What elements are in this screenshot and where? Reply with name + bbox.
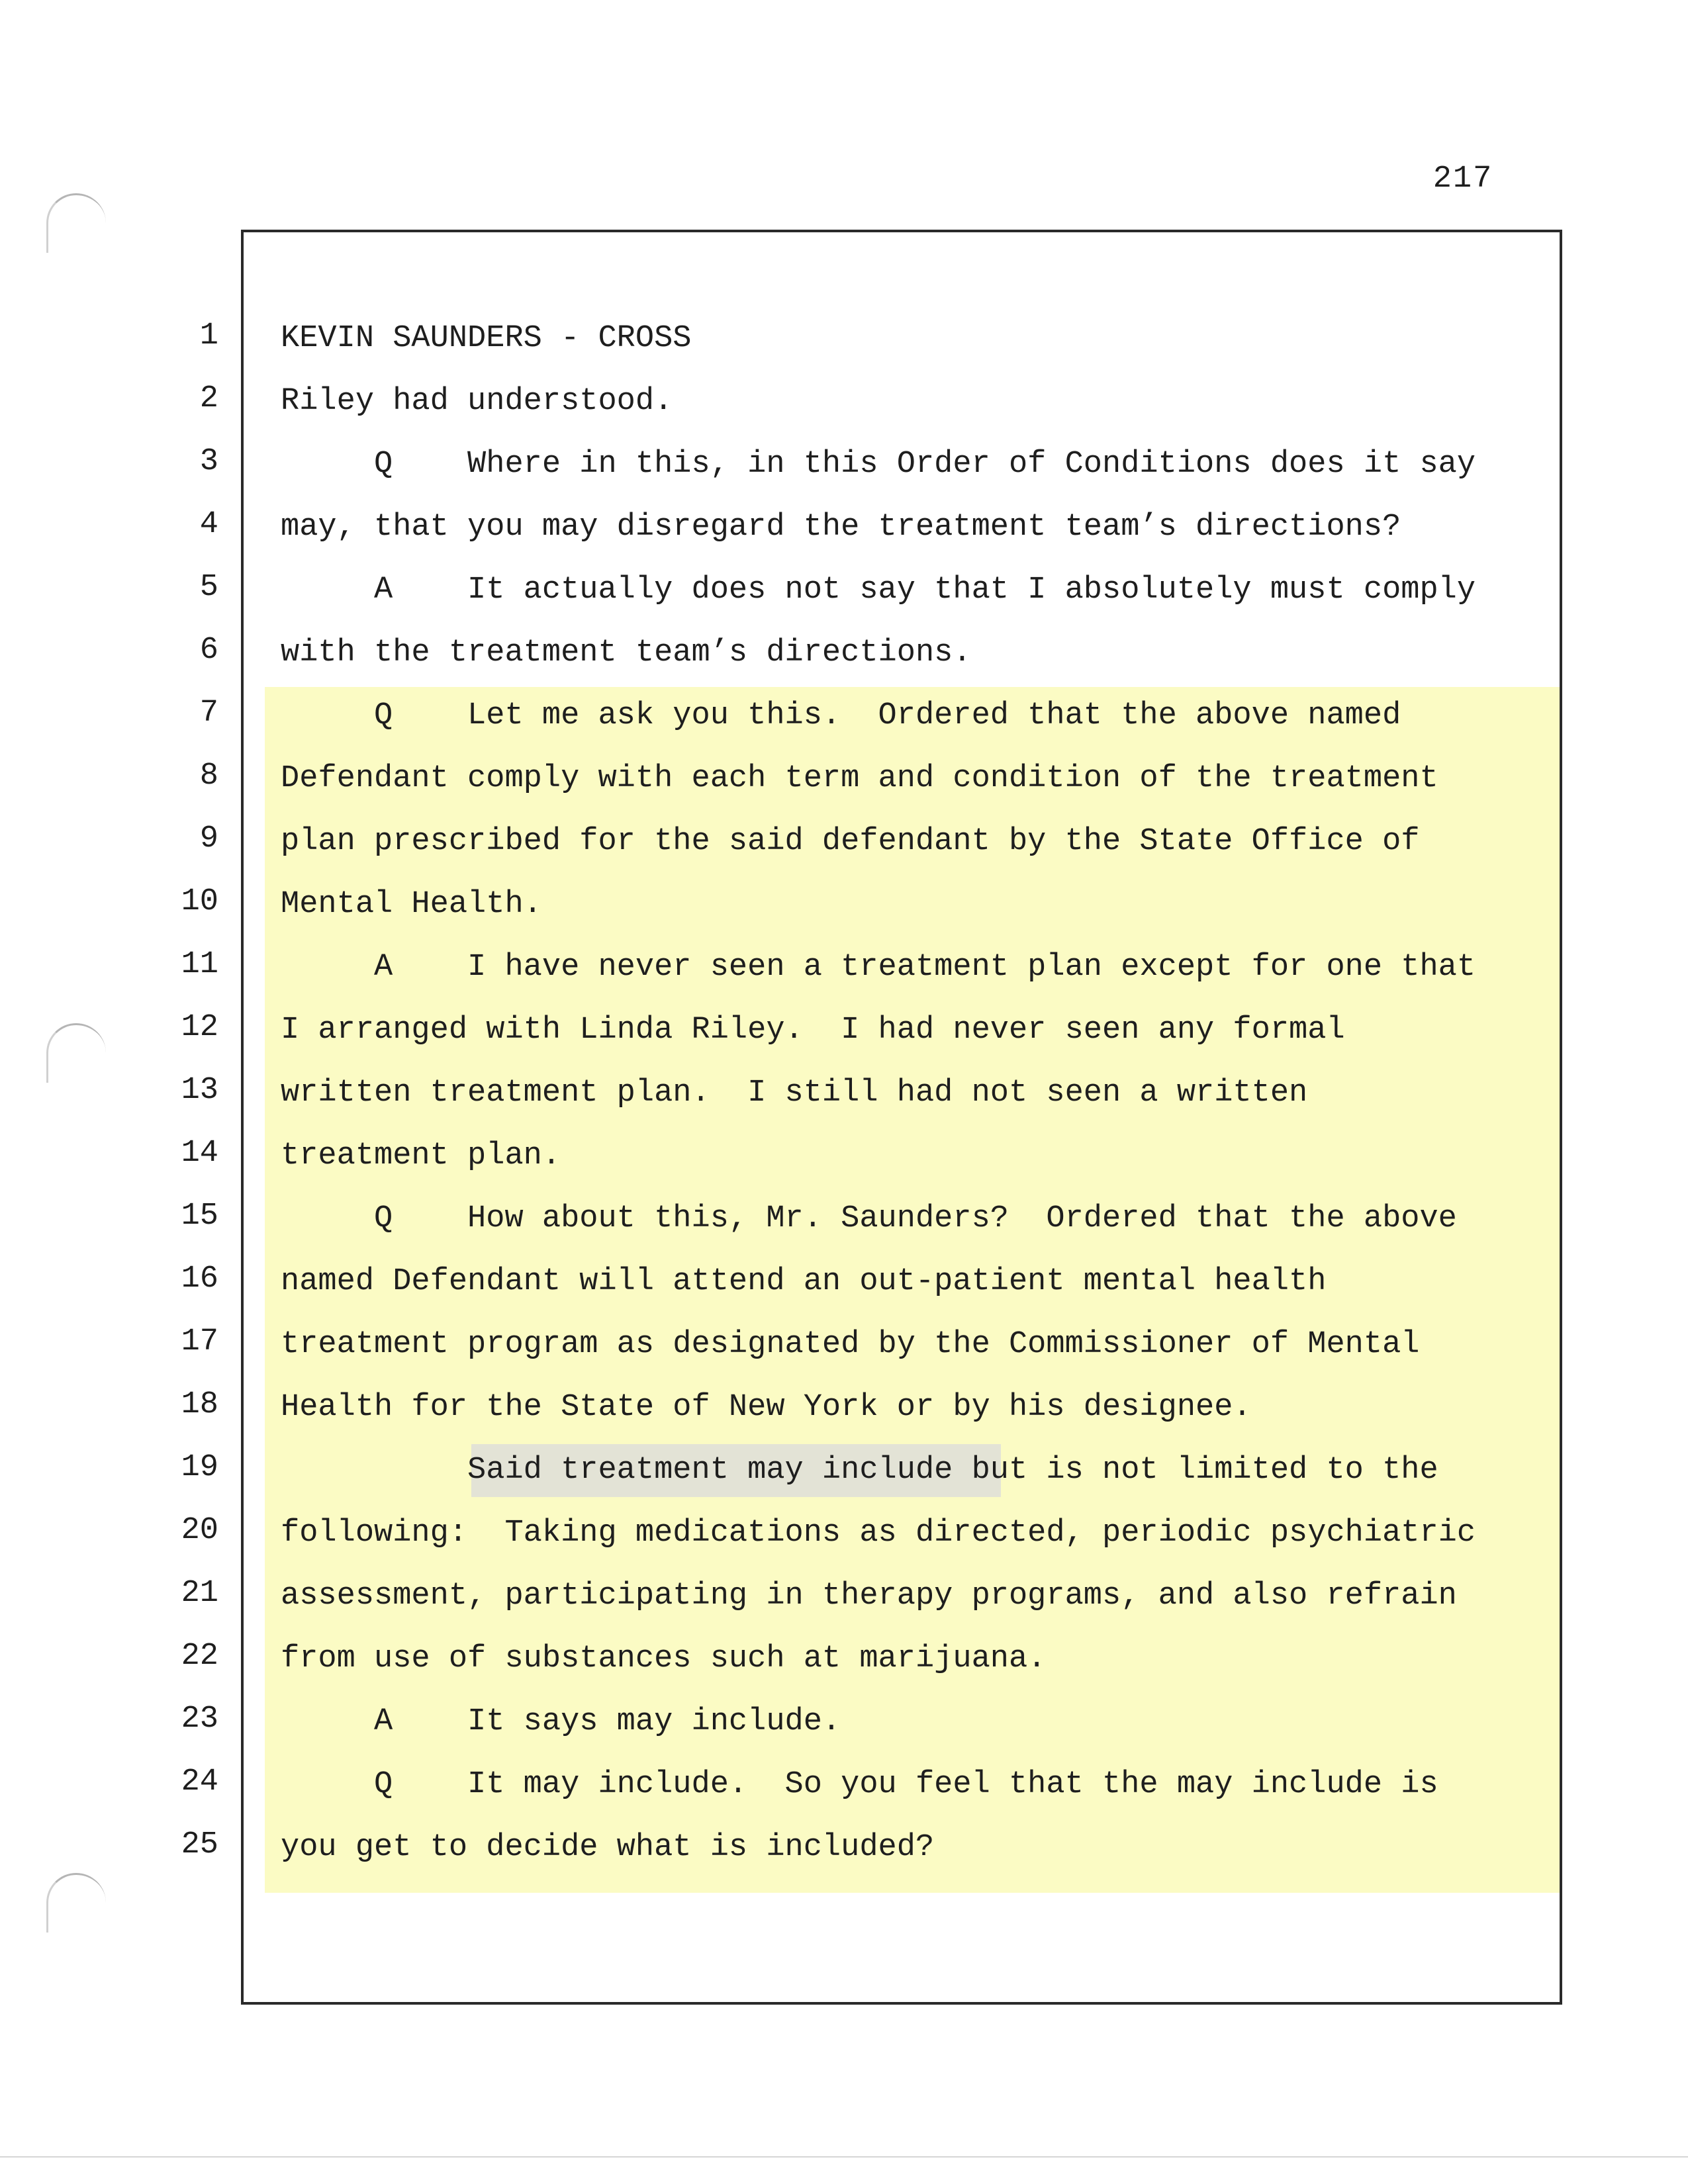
line-number: 17 — [181, 1324, 218, 1359]
transcript-line: from use of substances such at marijuana. — [281, 1641, 1047, 1676]
transcript-line: A I have never seen a treatment plan except for one that — [281, 950, 1476, 985]
transcript-line: Q How about this, Mr. Saunders? Ordered that the above — [281, 1201, 1457, 1236]
line-number: 18 — [181, 1387, 218, 1422]
line-number: 19 — [181, 1450, 218, 1485]
line-number: 14 — [181, 1136, 218, 1171]
line-number: 25 — [181, 1827, 218, 1862]
transcript-line: may, that you may disregard the treatment team’s directions? — [281, 510, 1401, 545]
line-number: 2 — [199, 381, 218, 416]
transcript-line: Said treatment may include but is not limited to the — [281, 1453, 1438, 1488]
transcript-line: A It actually does not say that I absolutely must comply — [281, 572, 1476, 608]
transcript-line: written treatment plan. I still had not seen a written — [281, 1075, 1308, 1111]
line-number: 5 — [199, 570, 218, 605]
line-number: 13 — [181, 1073, 218, 1108]
line-number: 15 — [181, 1199, 218, 1234]
line-number: 24 — [181, 1764, 218, 1799]
line-number: 12 — [181, 1010, 218, 1045]
line-number: 11 — [181, 947, 218, 982]
line-number: 10 — [181, 884, 218, 919]
scan-edge — [0, 2156, 1688, 2158]
line-number: 16 — [181, 1261, 218, 1297]
page-number: 217 — [1432, 161, 1493, 197]
binder-hole-top — [46, 193, 106, 253]
line-number: 9 — [199, 821, 218, 856]
line-number: 8 — [199, 758, 218, 794]
transcript-line: Q Let me ask you this. Ordered that the above named — [281, 698, 1401, 733]
transcript-line: named Defendant will attend an out-patient mental health — [281, 1264, 1327, 1299]
transcript-line: A It says may include. — [281, 1704, 841, 1739]
binder-hole-middle — [46, 1023, 106, 1083]
line-number: 23 — [181, 1702, 218, 1737]
transcript-line: treatment plan. — [281, 1138, 561, 1173]
transcript-line: assessment, participating in therapy programs, and also refrain — [281, 1578, 1457, 1614]
line-number: 6 — [199, 633, 218, 668]
transcript-line: Defendant comply with each term and condition of the treatment — [281, 761, 1438, 796]
transcript-line: Health for the State of New York or by his designee. — [281, 1390, 1252, 1425]
header-line: KEVIN SAUNDERS - CROSS — [281, 321, 692, 356]
transcript-line: Q Where in this, in this Order of Conditions does it say — [281, 447, 1476, 482]
transcript-line: following: Taking medications as directed, periodic psychiatric — [281, 1516, 1476, 1551]
line-number: 21 — [181, 1576, 218, 1611]
line-number: 22 — [181, 1639, 218, 1674]
transcript-line: treatment program as designated by the Commissioner of Mental — [281, 1327, 1420, 1362]
transcript-line: Q It may include. So you feel that the may include is — [281, 1767, 1438, 1802]
binder-hole-bottom — [46, 1873, 106, 1933]
line-number: 3 — [199, 444, 218, 479]
line-number: 7 — [199, 696, 218, 731]
transcript-line: I arranged with Linda Riley. I had never seen any formal — [281, 1013, 1345, 1048]
transcript-line: you get to decide what is included? — [281, 1830, 935, 1865]
line-number: 20 — [181, 1513, 218, 1548]
transcript-line: Mental Health. — [281, 887, 542, 922]
line-number: 4 — [199, 507, 218, 542]
transcript-line: Riley had understood. — [281, 384, 673, 419]
transcript-line: plan prescribed for the said defendant by the State Office of — [281, 824, 1420, 859]
line-number: 1 — [199, 318, 218, 353]
transcript-line: with the treatment team’s directions. — [281, 635, 972, 670]
